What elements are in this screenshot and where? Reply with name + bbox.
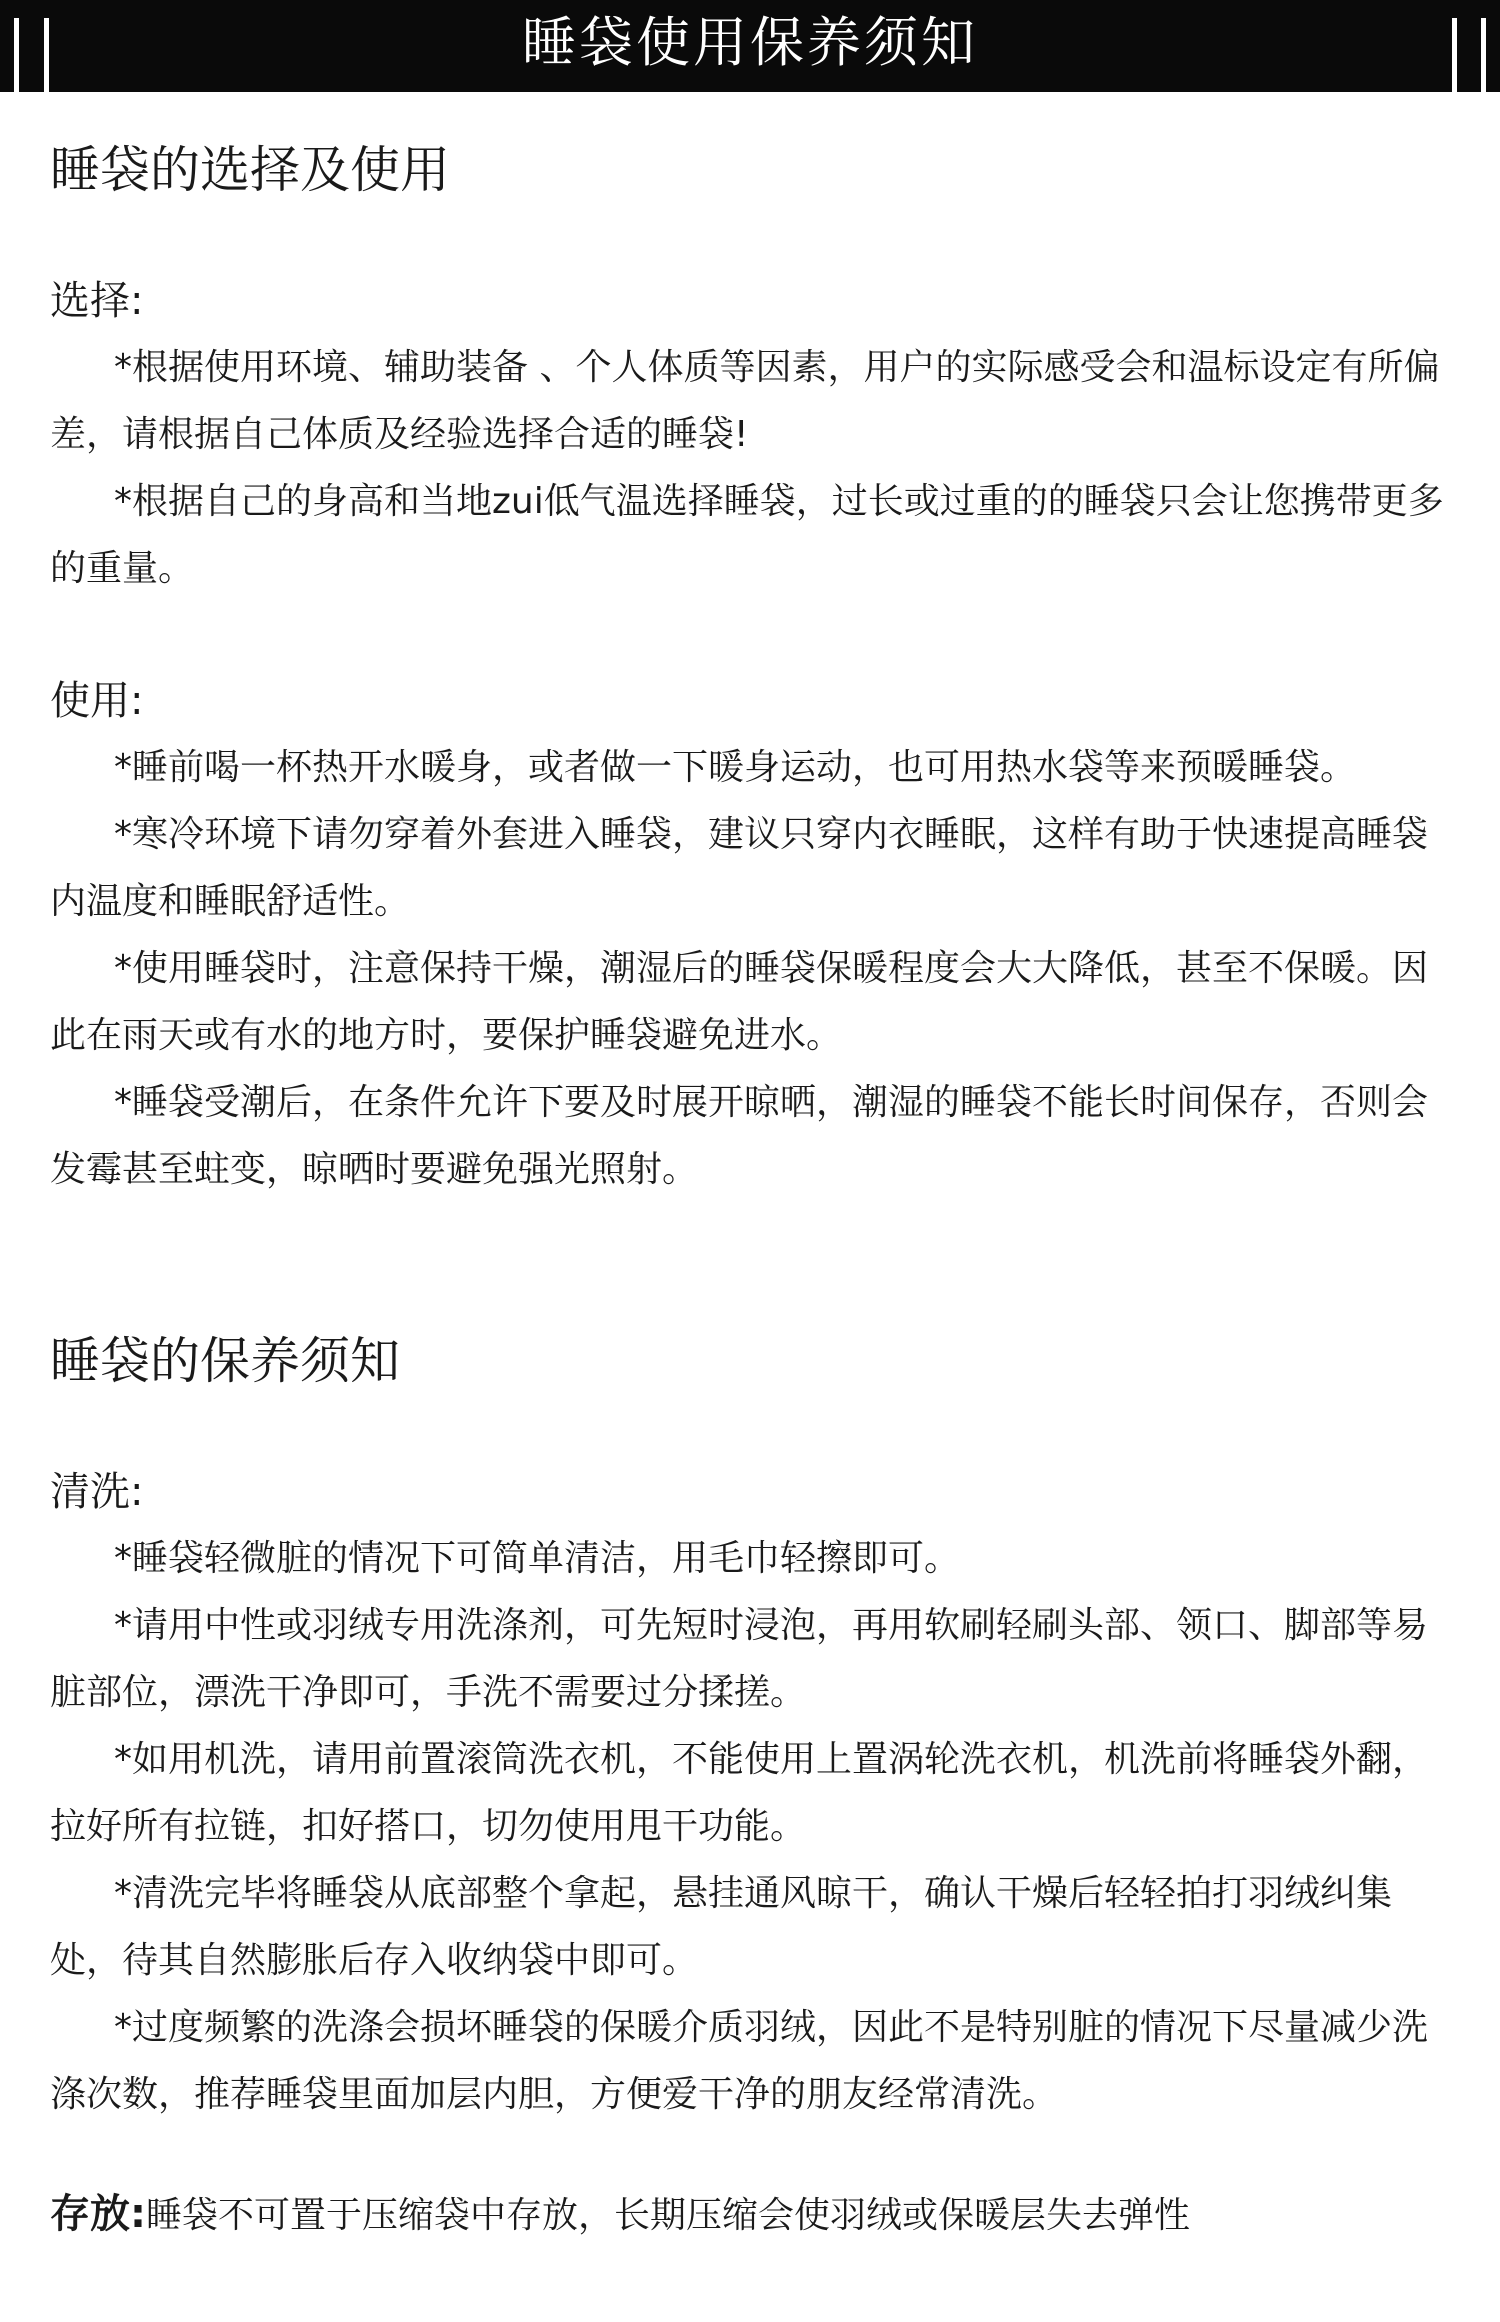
storage-text: 睡袋不可置于压缩袋中存放，长期压缩会使羽绒或保暖层失去弹性 [146, 2195, 1191, 2236]
header-banner [0, 0, 1500, 92]
banner-title: 睡袋使用保养须知 [522, 11, 978, 74]
subheading-choose: 选择: [50, 278, 144, 324]
section-title-selection-use: 睡袋的选择及使用 [50, 141, 450, 199]
article [50, 140, 1450, 2246]
paragraph: *睡前喝一杯热开水暖身，或者做一下暖身运动，也可用热水袋等来预暖睡袋。 [114, 747, 1357, 788]
paragraph: *过度频繁的洗涤会损坏睡袋的保暖介质羽绒，因此不是特别脏的情况下尽量减少洗涤次数，推荐睡袋里面加层内胆，方便爱干净的朋友经常清洗。 [50, 2007, 1429, 2115]
paragraph: *根据使用环境、辅助装备 、个人体质等因素，用户的实际感受会和温标设定有所偏差，请根据自己体质及经验选择合适的睡袋! [50, 347, 1440, 455]
storage-line [50, 2184, 1450, 2246]
subheading-use: 使用: [50, 678, 144, 724]
paragraph: *睡袋受潮后，在条件允许下要及时展开晾晒，潮湿的睡袋不能长时间保存，否则会发霉甚至蛀变，晾晒时要避免强光照射。 [50, 1082, 1429, 1190]
paragraph: *如用机洗，请用前置滚筒洗衣机，不能使用上置涡轮洗衣机，机洗前将睡袋外翻，拉好所有拉链，扣好搭口，切勿使用甩干功能。 [50, 1739, 1429, 1847]
paragraph: *根据自己的身高和当地zui低气温选择睡袋，过长或过重的的睡袋只会让您携带更多的重量。 [50, 481, 1444, 589]
subheading-storage: 存放: [50, 2191, 146, 2237]
paragraph: *寒冷环境下请勿穿着外套进入睡袋，建议只穿内衣睡眠，这样有助于快速提高睡袋内温度和睡眠舒适性。 [50, 814, 1429, 922]
paragraph: *睡袋轻微脏的情况下可简单清洁，用毛巾轻擦即可。 [114, 1538, 961, 1579]
paragraph: *使用睡袋时，注意保持干燥，潮湿后的睡袋保暖程度会大大降低，甚至不保暖。因此在雨天或有水的地方时，要保护睡袋避免进水。 [50, 948, 1429, 1056]
section-title-maintenance: 睡袋的保养须知 [50, 1332, 400, 1390]
subheading-wash: 清洗: [50, 1469, 144, 1515]
paragraph: *请用中性或羽绒专用洗涤剂，可先短时浸泡，再用软刷轻刷头部、领口、脚部等易脏部位，漂洗干净即可，手洗不需要过分揉搓。 [50, 1605, 1429, 1713]
paragraph: *清洗完毕将睡袋从底部整个拿起，悬挂通风晾干，确认干燥后轻轻拍打羽绒纠集处，待其自然膨胀后存入收纳袋中即可。 [50, 1873, 1393, 1981]
